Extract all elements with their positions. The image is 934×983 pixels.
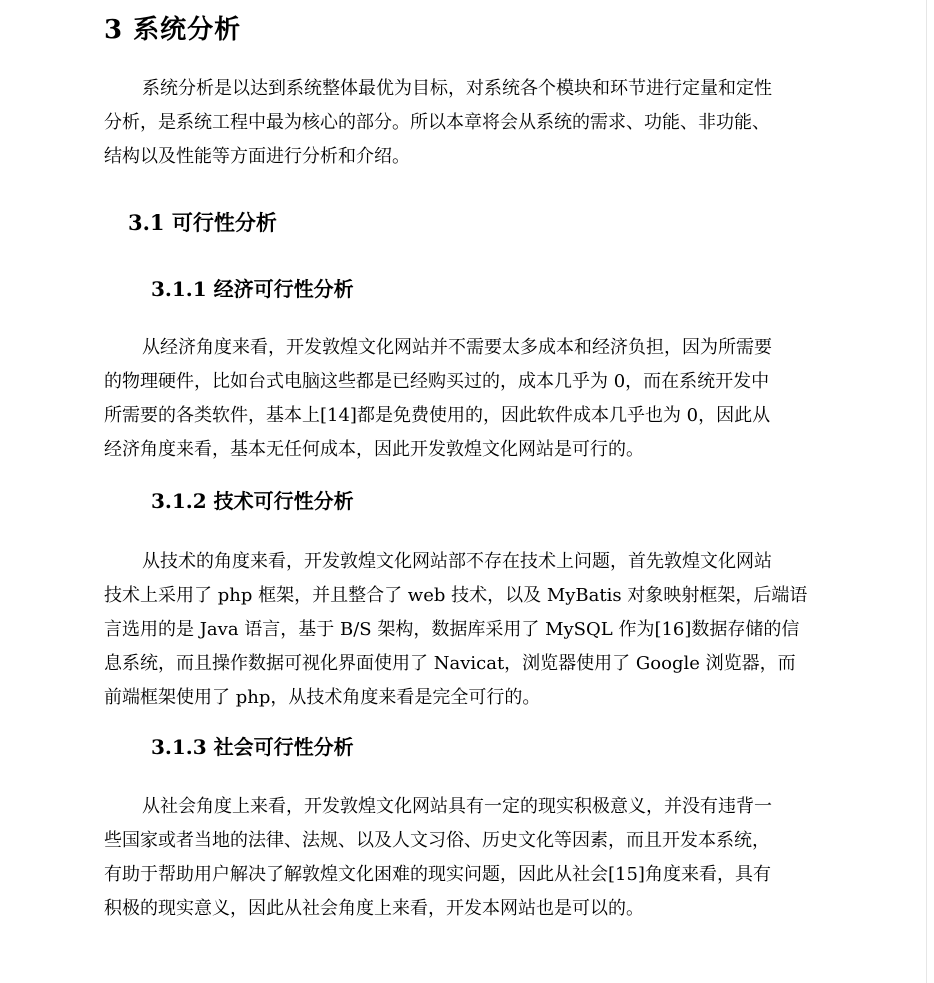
paragraph-line: 分析，是系统工程中最为核心的部分。所以本章将会从系统的需求、功能、非功能、	[104, 112, 770, 133]
paragraph-line: 从社会角度上来看，开发敦煌文化网站具有一定的现实积极意义，并没有违背一	[142, 796, 772, 817]
paragraph-line: 技术上采用了 php 框架，并且整合了 web 技术，以及 MyBatis 对象映射框架，后端语	[104, 585, 808, 606]
economic-heading: 3.1.1 经济可行性分析	[151, 277, 354, 301]
paragraph-line: 有助于帮助用户解决了解敦煌文化困难的现实问题，因此从社会[15]角度来看，具有	[104, 864, 771, 885]
paragraph-line: 经济角度来看，基本无任何成本，因此开发敦煌文化网站是可行的。	[104, 439, 644, 460]
paragraph-line: 系统分析是以达到系统整体最优为目标，对系统各个模块和环节进行定量和定性	[142, 78, 772, 99]
social-paragraph	[104, 790, 838, 926]
paragraph-line: 从技术的角度来看，开发敦煌文化网站部不存在技术上问题，首先敦煌文化网站	[142, 551, 772, 572]
paragraph-line: 的物理硬件，比如台式电脑这些都是已经购买过的，成本几乎为 0，而在系统开发中	[104, 371, 770, 392]
economic-paragraph	[104, 331, 838, 467]
page-edge-divider	[926, 0, 927, 983]
technical-heading: 3.1.2 技术可行性分析	[151, 489, 354, 513]
paragraph-line: 前端框架使用了 php，从技术角度来看是完全可行的。	[104, 687, 541, 708]
paragraph-line: 息系统，而且操作数据可视化界面使用了 Navicat，浏览器使用了 Google 浏览器，而	[104, 653, 796, 674]
paragraph-line: 从经济角度来看，开发敦煌文化网站并不需要太多成本和经济负担，因为所需要	[142, 337, 772, 358]
technical-paragraph	[104, 545, 838, 715]
intro-paragraph	[104, 72, 838, 174]
section-heading: 3 系统分析	[104, 15, 242, 45]
paragraph-line: 所需要的各类软件，基本上[14]都是免费使用的，因此软件成本几乎也为 0，因此从	[104, 405, 771, 426]
paragraph-line: 言选用的是 Java 语言，基于 B/S 架构，数据库采用了 MySQL 作为[16]数据存储的信	[104, 619, 800, 640]
paragraph-line: 些国家或者当地的法律、法规、以及人文习俗、历史文化等因素，而且开发本系统，	[104, 830, 770, 851]
social-heading: 3.1.3 社会可行性分析	[151, 735, 354, 759]
paragraph-line: 结构以及性能等方面进行分析和介绍。	[104, 146, 410, 167]
paragraph-line: 积极的现实意义，因此从社会角度上来看，开发本网站也是可以的。	[104, 898, 644, 919]
subsection-heading: 3.1 可行性分析	[128, 210, 277, 235]
